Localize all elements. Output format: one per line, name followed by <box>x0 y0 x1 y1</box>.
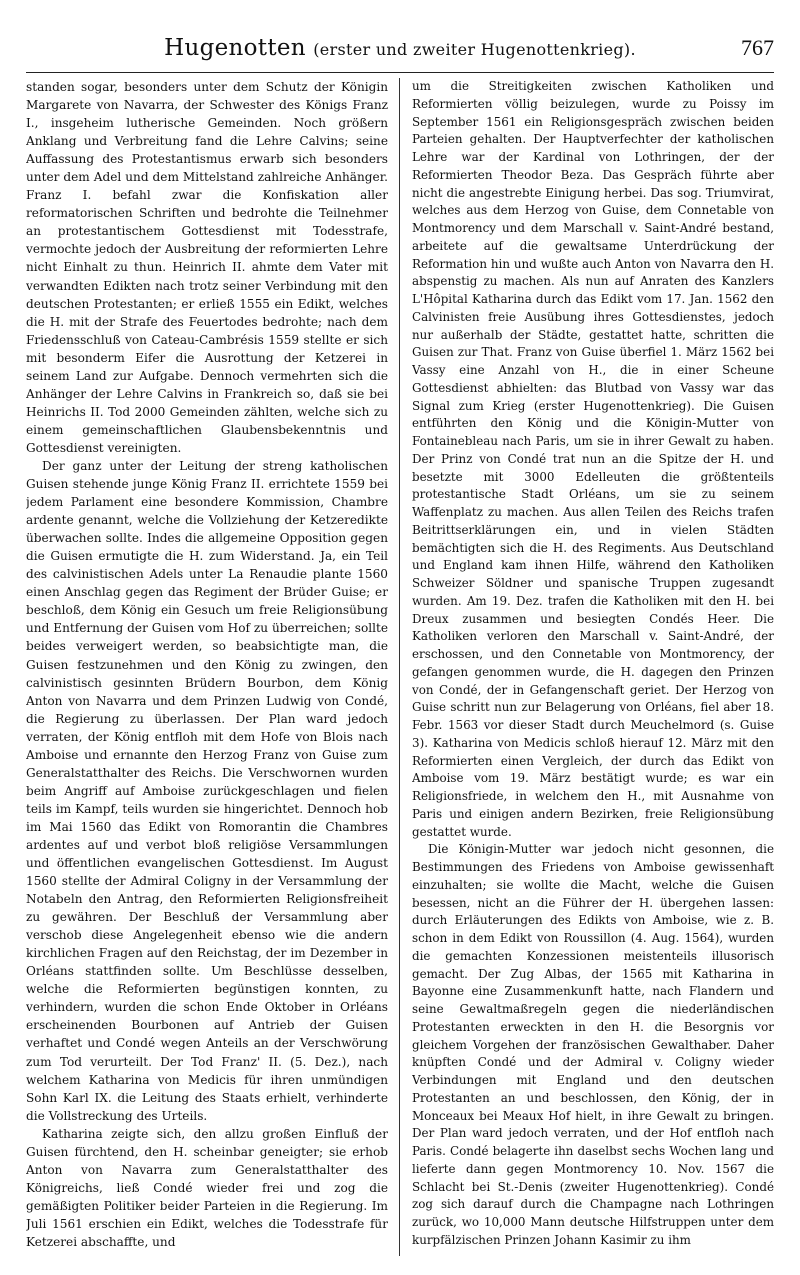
left-column <box>26 78 388 1258</box>
paragraph: Katharina zeigte sich, den allzu großen Einfluß der Guisen fürchtend, den H. scheinbar geneigter; sie erhob Anton von Navarra zum Generalstatthalter des Königreichs, ließ Condé wieder frei und zog die gemäßigten Politiker beider Parteien in die Regierung. Im Juli 1561 erschien ein Edikt, welches die Todesstrafe für Ketzerei abschaffte, und <box>26 1126 388 1249</box>
paragraph: Der ganz unter der Leitung der streng katholischen Guisen stehende junge König Franz II. errichtete 1559 bei jedem Parlament eine besondere Kommission, Chambre ardente genannt, welche die Vollziehung der Ketzeredikte überwachen sollte. Indes die allgemeine Opposition gegen die Guisen ermutigte die H. zum Widerstand. Ja, ein Teil des calvinistischen Adels unter La Renaudie plante 1560 einen Anschlag gegen das Regiment der Brüder Guise; er beschloß, dem König ein Gesuch um freie Religionsübung und Entfernung der Guisen vom Hof zu überreichen; sollte beides verweigert werden, so beabsichtigte man, die Guisen festzunehmen und den König zu zwingen, den calvinistisch gesinnten Brüdern Bourbon, dem König Anton von Navarra und dem Prinzen Ludwig von Condé, die Regierung zu überlassen. Der Plan ward jedoch verraten, der König entfloh mit dem Hofe von Blois nach Amboise und ernannte den Herzog Franz von Guise zum Generalstatthalter des Reichs. Die Verschwornen wurden beim Angriff auf Amboise zurückgeschlagen und fielen teils im Kampf, teils wurden sie hingerichtet. Dennoch hob im Mai 1560 das Edikt von Romorantin die Chambres ardentes auf und verbot bloß religiöse Versammlungen und öffentlichen evangelischen Gottesdienst. Im August 1560 stellte der Admiral Coligny in der Versammlung der Notabeln den Antrag, den Reformierten Religionsfreiheit zu gewähren. Der Beschluß der Versammlung aber verschob diese Angelegenheit ebenso wie die andern kirchlichen Fragen auf den Reichstag, der im Dezember in Orléans stattfinden sollte. Um Beschlüsse desselben, welche die Reformierten begünstigen konnten, zu verhindern, wurden die schon Ende Oktober in Orléans erscheinenden Bourbonen auf Antrieb der Guisen verhaftet und Condé wegen Anteils an der Verschwörung zum Tod verurteilt. Der Tod Franz' II. (5. Dez.), nach welchem Katharina von Medicis für ihren unmündigen Sohn Karl IX. die Leitung des Staats erhielt, verhinderte die Vollstreckung des Urteils. <box>26 458 388 1123</box>
running-title <box>26 30 774 68</box>
running-title-subtitle: (erster und zweiter Hugenottenkrieg). <box>313 40 636 59</box>
header-divider <box>26 72 774 73</box>
column-divider <box>399 78 400 1256</box>
right-column <box>412 78 774 1258</box>
paragraph: um die Streitigkeiten zwischen Katholiken und Reformierten völlig beizulegen, wurde zu Poissy im September 1561 ein Religionsgespräch zwischen beiden Parteien gehalten. Der Hauptverfechter der katholischen Lehre war der Kardinal von Lothringen, der der Reformierten Theodor Beza. Das Gespräch führte aber nicht die angestrebte Einigung herbei. Das sog. Triumvirat, welches aus dem Herzog von Guise, dem Connetable von Montmorency und dem Marschall v. Saint-André bestand, arbeitete auf die gewaltsame Unterdrückung der Reformation hin und wußte auch Anton von Navarra den H. abspenstig zu machen. Als nun auf Anraten des Kanzlers L'Hôpital Katharina durch das Edikt vom 17. Jan. 1562 den Calvinisten freie Ausübung ihres Gottesdienstes, jedoch nur außerhalb der Städte, gestattet hatte, schritten die Guisen zur That. Franz von Guise überfiel 1. März 1562 bei Vassy eine Anzahl von H., die in einer Scheune Gottesdienst abhielten: das Blutbad von Vassy war das Signal zum Krieg (erster Hugenottenkrieg). Die Guisen entführten den König und die Königin-Mutter von Fontainebleau nach Paris, um sie in ihrer Gewalt zu haben. Der Prinz von Condé trat nun an die Spitze der H. und besetzte mit 3000 Edelleuten die größtenteils protestantische Stadt Orléans, um sie zu seinem Waffenplatz zu machen. Aus allen Teilen des Reichs trafen Beitrittserklärungen ein, und in vielen Städten bemächtigten sich die H. des Regiments. Aus Deutschland und England kam ihnen Hilfe, während den Katholiken Schweizer Söldner und spanische Truppen zugesandt wurden. Am 19. Dez. trafen die Katholiken mit den H. bei Dreux zusammen und besiegten Condés Heer. Die Katholiken verloren den Marschall v. Saint-André, der erschossen, und den Connetable von Montmorency, der gefangen genommen wurde, die H. dagegen den Prinzen von Condé, der in Gefangenschaft geriet. Der Herzog von Guise schritt nun zur Belagerung von Orléans, fiel aber 18. Febr. 1563 vor dieser Stadt durch Meuchelmord (s. Guise 3). Katharina von Medicis schloß hierauf 12. März mit den Reformierten einen Vergleich, der durch das Edikt von Amboise vom 19. März bestätigt wurde; es war ein Religionsfriede, in welchem den H., mit Ausnahme von Paris und einigen andern Bezirken, freie Religionsübung gestattet wurde. <box>412 79 774 839</box>
running-title-main: Hugenotten <box>164 35 306 61</box>
page-number: 767 <box>741 35 774 60</box>
paragraph: Die Königin-Mutter war jedoch nicht gesonnen, die Bestimmungen des Friedens von Amboise gewissenhaft einzuhalten; sie wollte die Macht, welche die Guisen besessen, nicht an die Führer der H. übergehen lassen: durch Erläuterungen des Edikts von Amboise, wie z. B. schon in dem Edikt von Roussillon (4. Aug. 1564), wurden die gemachten Konzessionen meistenteils illusorisch gemacht. Der Zug Albas, der 1565 mit Katharina in Bayonne eine Zusammenkunft hatte, nach Flandern und seine Gewaltmaßregeln gegen die niederländischen Protestanten erweckten in den H. die Besorgnis vor gleichem Vorgehen der französischen Gewalthaber. Daher knüpften Condé und der Admiral v. Coligny wieder Verbindungen mit England und den deutschen Protestanten an und beschlossen, den König, der in Monceaux bei Meaux Hof hielt, in ihre Gewalt zu bringen. Der Plan ward jedoch verraten, und der Hof entfloh nach Paris. Condé belagerte ihn daselbst sechs Wochen lang und lieferte dann gegen Montmorency 10. Nov. 1567 die Schlacht bei St.-Denis (zweiter Hugenottenkrieg). Condé zog sich darauf durch die Champagne nach Lothringen zurück, wo 10,000 Mann deutsche Hilfstruppen unter dem kurpfälzischen Prinzen Johann Kasimir zu ihm <box>412 842 774 1247</box>
paragraph: standen sogar, besonders unter dem Schutz der Königin Margarete von Navarra, der Schwester des Königs Franz I., insgeheim lutherische Gemeinden. Noch größern Anklang und Verbreitung fand die Lehre Calvins; seine Auffassung des Protestantismus erwarb sich besonders unter dem Adel und dem Mittelstand zahlreiche Anhänger. Franz I. befahl zwar die Konfiskation aller reformatorischen Schriften und bedrohte die Teilnehmer an protestantischem Gottesdienst mit Todesstrafe, vermochte jedoch der Ausbreitung der reformierten Lehre nicht Einhalt zu thun. Heinrich II. ahmte dem Vater mit verwandten Edikten nach trotz seiner Verbindung mit den deutschen Protestanten; er erließ 1555 ein Edikt, welches die H. mit der Strafe des Feuertodes bedrohte; nach dem Friedensschluß von Cateau-Cambrésis 1559 stellte er sich mit besonderm Eifer die Ausrottung der Ketzerei in seinem Land zur Aufgabe. Dennoch vermehrten sich die Anhänger der Lehre Calvins in Frankreich so, daß sie bei Heinrichs II. Tod 2000 Gemeinden zählten, welche sich zu einem gemeinschaftlichen Glaubensbekenntnis und Gottesdienst vereinigten. <box>26 80 388 455</box>
running-head <box>26 30 774 66</box>
